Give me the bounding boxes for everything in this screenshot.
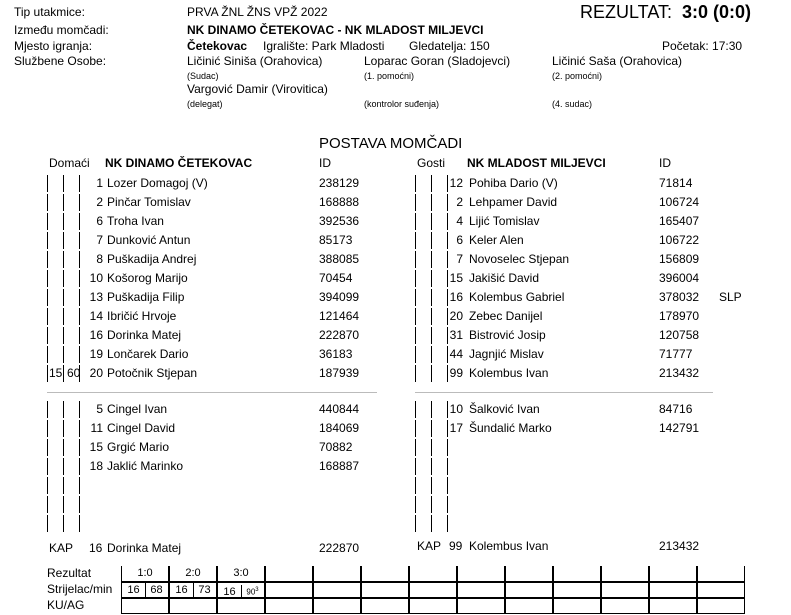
box-line bbox=[63, 270, 64, 287]
box-line bbox=[63, 251, 64, 268]
score-cell bbox=[601, 582, 649, 598]
player-name: Jakišić David bbox=[469, 271, 540, 285]
score-cell bbox=[505, 566, 553, 582]
box-line bbox=[63, 496, 64, 513]
away-captain-name: Kolembus Ivan bbox=[469, 539, 549, 553]
player-row bbox=[0, 400, 791, 419]
box-line bbox=[63, 232, 64, 249]
scorer-row-label: Strijelac/min bbox=[47, 582, 113, 596]
score-cell bbox=[361, 598, 409, 614]
box-line bbox=[47, 289, 48, 306]
player-number: 17 bbox=[449, 421, 463, 435]
score-cell bbox=[313, 582, 361, 598]
player-name: Troha Ivan bbox=[107, 214, 164, 228]
player-number: 7 bbox=[96, 233, 103, 247]
player-id: 84716 bbox=[659, 402, 693, 416]
player-name: Lijić Tomislav bbox=[469, 214, 540, 228]
score-cell bbox=[601, 566, 649, 582]
box-line bbox=[431, 365, 432, 382]
score-cell bbox=[169, 598, 217, 614]
score-cell bbox=[409, 598, 457, 614]
score-cell bbox=[505, 598, 553, 614]
divider bbox=[47, 392, 377, 393]
scorer-number: 16 bbox=[171, 583, 194, 597]
box-line bbox=[415, 327, 416, 344]
player-number: 6 bbox=[456, 233, 463, 247]
player-number: 1 bbox=[96, 176, 103, 190]
player-id: 213432 bbox=[659, 366, 700, 380]
player-name: Potočnik Stjepan bbox=[107, 366, 198, 380]
player-id: 71814 bbox=[659, 176, 693, 190]
score-cell bbox=[697, 582, 745, 598]
player-id: 184069 bbox=[319, 421, 360, 435]
box-line bbox=[415, 496, 416, 513]
box-line bbox=[447, 365, 448, 382]
score-cell bbox=[313, 566, 361, 582]
box-line bbox=[63, 439, 64, 456]
player-row bbox=[0, 212, 791, 231]
box-line bbox=[63, 420, 64, 437]
score-cell bbox=[265, 566, 313, 582]
box-line bbox=[447, 401, 448, 418]
score-cell bbox=[553, 598, 601, 614]
box-line bbox=[47, 420, 48, 437]
score-cell: 3:0 bbox=[217, 566, 265, 582]
official-name: Ličinić Siniša (Orahovica) bbox=[187, 54, 323, 68]
box-line bbox=[447, 458, 448, 475]
away-team-name: NK MLADOST MILJEVCI bbox=[467, 156, 606, 170]
player-number: 12 bbox=[449, 176, 463, 190]
official-name: Loparac Goran (Sladojevci) bbox=[364, 54, 511, 68]
player-name: Kolembus Ivan bbox=[469, 366, 549, 380]
box-line bbox=[431, 458, 432, 475]
box-line bbox=[79, 213, 80, 230]
score-cell bbox=[505, 582, 553, 598]
score-cell bbox=[697, 598, 745, 614]
player-number: 10 bbox=[449, 402, 463, 416]
box-line bbox=[447, 194, 448, 211]
player-id: 168888 bbox=[319, 195, 360, 209]
box-line bbox=[415, 289, 416, 306]
box-line bbox=[79, 232, 80, 249]
official-role: (1. pomoćni) bbox=[364, 71, 415, 81]
player-number: 16 bbox=[449, 290, 463, 304]
player-number: 13 bbox=[89, 290, 103, 304]
score-cell bbox=[121, 598, 169, 614]
scorer-number: 16 bbox=[219, 585, 242, 599]
box-line bbox=[47, 439, 48, 456]
player-number: 4 bbox=[456, 214, 463, 228]
box-line bbox=[431, 420, 432, 437]
score-cell bbox=[361, 582, 409, 598]
player-name: Grgić Mario bbox=[107, 440, 170, 454]
player-id: 440844 bbox=[319, 402, 360, 416]
score-cell bbox=[265, 598, 313, 614]
result-label: REZULTAT: bbox=[580, 2, 673, 22]
match-type-value: PRVA ŽNL ŽNS VPŽ 2022 bbox=[187, 5, 328, 19]
box-line bbox=[431, 232, 432, 249]
score-cell bbox=[409, 566, 457, 582]
player-id: 165407 bbox=[659, 214, 700, 228]
box-line bbox=[415, 232, 416, 249]
player-name: Puškadija Andrej bbox=[107, 252, 197, 266]
score-cell bbox=[649, 598, 697, 614]
box-line bbox=[431, 213, 432, 230]
player-number: 7 bbox=[456, 252, 463, 266]
score-cell bbox=[121, 582, 169, 598]
box-line bbox=[415, 477, 416, 494]
venue-label: Mjesto igranja: bbox=[14, 39, 93, 53]
box-line bbox=[447, 477, 448, 494]
box-line bbox=[63, 289, 64, 306]
score-cell bbox=[457, 582, 505, 598]
box-line bbox=[447, 515, 448, 532]
player-note: SLP bbox=[719, 290, 742, 304]
player-number: 19 bbox=[89, 347, 103, 361]
player-row bbox=[0, 345, 791, 364]
player-number: 31 bbox=[449, 328, 463, 342]
home-side-label: Domaći bbox=[49, 156, 90, 170]
box-line bbox=[63, 477, 64, 494]
score-cell bbox=[409, 582, 457, 598]
venue-value: Četekovac bbox=[187, 39, 248, 53]
away-id-header: ID bbox=[659, 156, 671, 170]
box-line bbox=[415, 439, 416, 456]
player-number: 18 bbox=[89, 459, 103, 473]
box-line bbox=[447, 232, 448, 249]
box-line bbox=[431, 401, 432, 418]
box-line bbox=[431, 477, 432, 494]
player-row bbox=[0, 419, 791, 438]
box-line bbox=[431, 515, 432, 532]
player-name: Pohiba Dario (V) bbox=[469, 176, 558, 190]
score-cell bbox=[457, 566, 505, 582]
score-cell bbox=[649, 566, 697, 582]
player-name: Lončarek Dario bbox=[107, 347, 189, 361]
player-number: 99 bbox=[449, 366, 463, 380]
player-number: 5 bbox=[96, 402, 103, 416]
box-line bbox=[47, 346, 48, 363]
box-line bbox=[447, 308, 448, 325]
box-line bbox=[63, 401, 64, 418]
box-line bbox=[431, 439, 432, 456]
box-line bbox=[47, 496, 48, 513]
box-line bbox=[47, 213, 48, 230]
sub-in-minute: 60 bbox=[67, 366, 81, 380]
player-id: 71777 bbox=[659, 347, 693, 361]
player-id: 222870 bbox=[319, 328, 360, 342]
player-id: 238129 bbox=[319, 176, 360, 190]
box-line bbox=[47, 401, 48, 418]
box-line bbox=[79, 515, 80, 532]
official-role: (kontrolor suđenja) bbox=[364, 99, 440, 109]
player-name: Jagnjić Mislav bbox=[469, 347, 544, 361]
score-cell bbox=[265, 582, 313, 598]
player-name: Košorog Marijo bbox=[107, 271, 188, 285]
official-name: Vargović Damir (Virovitica) bbox=[187, 82, 328, 96]
player-row bbox=[0, 193, 791, 212]
player-id: 388085 bbox=[319, 252, 360, 266]
player-row bbox=[0, 174, 791, 193]
player-name: Cingel Ivan bbox=[107, 402, 168, 416]
official-role: (2. pomoćni) bbox=[552, 71, 603, 81]
player-row bbox=[0, 307, 791, 326]
away-side-label: Gosti bbox=[417, 156, 446, 170]
player-row bbox=[0, 457, 400, 476]
player-name: Lozer Domagoj (V) bbox=[107, 176, 208, 190]
box-line bbox=[63, 346, 64, 363]
official-role: (4. sudac) bbox=[552, 99, 593, 109]
player-number: 6 bbox=[96, 214, 103, 228]
box-line bbox=[415, 308, 416, 325]
box-line bbox=[415, 251, 416, 268]
box-line bbox=[63, 365, 64, 382]
box-line bbox=[79, 420, 80, 437]
player-name: Novoselec Stjepan bbox=[469, 252, 570, 266]
player-name: Dorinka Matej bbox=[107, 328, 182, 342]
box-line bbox=[79, 308, 80, 325]
player-number: 20 bbox=[449, 309, 463, 323]
attendance: Gledatelja: 150 bbox=[409, 39, 490, 53]
box-line bbox=[63, 213, 64, 230]
player-name: Keler Alen bbox=[469, 233, 524, 247]
box-line bbox=[447, 327, 448, 344]
box-line bbox=[79, 365, 80, 382]
box-line bbox=[47, 270, 48, 287]
away-captain-number: 99 bbox=[449, 539, 463, 553]
box-line bbox=[415, 365, 416, 382]
box-line bbox=[447, 270, 448, 287]
player-row bbox=[0, 288, 791, 307]
player-name: Puškadija Filip bbox=[107, 290, 185, 304]
player-id: 394099 bbox=[319, 290, 360, 304]
box-line bbox=[431, 346, 432, 363]
officials-label: Službene Osobe: bbox=[14, 54, 107, 68]
box-line bbox=[431, 289, 432, 306]
player-number: 16 bbox=[89, 328, 103, 342]
player-id: 106724 bbox=[659, 195, 700, 209]
box-line bbox=[431, 194, 432, 211]
ground: Igralište: Park Mladosti bbox=[263, 39, 385, 53]
score-cell bbox=[217, 582, 265, 598]
box-line bbox=[447, 346, 448, 363]
player-number: 44 bbox=[449, 347, 463, 361]
player-id: 168887 bbox=[319, 459, 360, 473]
player-number: 10 bbox=[89, 271, 103, 285]
player-id: 70454 bbox=[319, 271, 353, 285]
box-line bbox=[79, 496, 80, 513]
away-captain-label: KAP bbox=[417, 539, 442, 553]
score-cell bbox=[313, 598, 361, 614]
box-line bbox=[79, 327, 80, 344]
scorer-minute: 68 bbox=[150, 584, 163, 596]
score-cell bbox=[217, 598, 265, 614]
box-line bbox=[47, 232, 48, 249]
player-row bbox=[0, 269, 791, 288]
score-cell bbox=[601, 598, 649, 614]
score-cell bbox=[361, 566, 409, 582]
box-line bbox=[47, 458, 48, 475]
player-id: 187939 bbox=[319, 366, 360, 380]
score-cell: 2:0 bbox=[169, 566, 217, 582]
score-cell bbox=[649, 582, 697, 598]
score-cell bbox=[457, 598, 505, 614]
box-line bbox=[47, 515, 48, 532]
box-line bbox=[415, 270, 416, 287]
home-captain-label: KAP bbox=[49, 541, 74, 555]
home-team-name: NK DINAMO ČETEKOVAC bbox=[105, 156, 253, 170]
box-line bbox=[447, 213, 448, 230]
box-line bbox=[431, 308, 432, 325]
box-line bbox=[63, 194, 64, 211]
box-line bbox=[47, 327, 48, 344]
home-id-header: ID bbox=[319, 156, 331, 170]
match-title: NK DINAMO ČETEKOVAC - NK MLADOST MILJEVCI bbox=[187, 23, 484, 37]
player-number: 11 bbox=[90, 421, 103, 435]
player-number: 15 bbox=[449, 271, 463, 285]
box-line bbox=[79, 477, 80, 494]
sub-out-minute: 15 bbox=[49, 366, 63, 380]
score-cell bbox=[169, 582, 217, 598]
box-line bbox=[431, 270, 432, 287]
box-line bbox=[79, 289, 80, 306]
player-number: 2 bbox=[456, 195, 463, 209]
official-role: (delegat) bbox=[187, 99, 223, 109]
home-captain-name: Dorinka Matej bbox=[107, 541, 182, 555]
box-line bbox=[47, 251, 48, 268]
home-captain-id: 222870 bbox=[319, 541, 360, 555]
cards-row-label: KU/AG bbox=[47, 598, 85, 612]
box-line bbox=[447, 289, 448, 306]
box-line bbox=[63, 308, 64, 325]
box-line bbox=[415, 213, 416, 230]
box-line bbox=[47, 175, 48, 192]
player-id: 378032 bbox=[659, 290, 700, 304]
box-line bbox=[79, 346, 80, 363]
player-row bbox=[0, 231, 791, 250]
player-name: Jaklić Marinko bbox=[107, 459, 184, 473]
player-row bbox=[0, 438, 400, 457]
player-name: Pinčar Tomislav bbox=[107, 195, 191, 209]
result-value: 3:0 (0:0) bbox=[682, 2, 752, 22]
box-line bbox=[79, 458, 80, 475]
official-role: (Sudac) bbox=[187, 71, 219, 81]
box-line bbox=[447, 496, 448, 513]
match-type-label: Tip utakmice: bbox=[14, 5, 85, 19]
teams-label: Između momčadi: bbox=[14, 23, 109, 37]
player-name: Bistrović Josip bbox=[469, 328, 546, 342]
player-name: Dunković Antun bbox=[107, 233, 191, 247]
box-line bbox=[447, 175, 448, 192]
box-line bbox=[79, 401, 80, 418]
box-line bbox=[63, 515, 64, 532]
scorer-minute: $90^3$ bbox=[246, 587, 259, 597]
box-line bbox=[415, 420, 416, 437]
player-id: 121464 bbox=[319, 309, 360, 323]
player-name: Kolembus Gabriel bbox=[469, 290, 565, 304]
home-captain-number: 16 bbox=[89, 541, 103, 555]
player-id: 106722 bbox=[659, 233, 700, 247]
player-id: 392536 bbox=[319, 214, 360, 228]
scorer-number: 16 bbox=[123, 583, 146, 597]
away-captain-id: 213432 bbox=[659, 539, 700, 553]
box-line bbox=[415, 458, 416, 475]
box-line bbox=[415, 515, 416, 532]
divider bbox=[415, 392, 713, 393]
box-line bbox=[63, 327, 64, 344]
player-name: Cingel David bbox=[107, 421, 176, 435]
player-id: 156809 bbox=[659, 252, 700, 266]
player-name: Šalković Ivan bbox=[469, 402, 540, 416]
box-line bbox=[47, 477, 48, 494]
player-id: 36183 bbox=[319, 347, 353, 361]
box-line bbox=[47, 308, 48, 325]
score-cell: 1:0 bbox=[121, 566, 169, 582]
box-line bbox=[415, 401, 416, 418]
score-cell bbox=[553, 566, 601, 582]
player-id: 70882 bbox=[319, 440, 353, 454]
box-line bbox=[431, 175, 432, 192]
player-number: 8 bbox=[96, 252, 103, 266]
score-row-label: Rezultat bbox=[47, 566, 92, 580]
box-line bbox=[447, 251, 448, 268]
player-number: 2 bbox=[96, 195, 103, 209]
player-name: Ibričić Hrvoje bbox=[107, 309, 177, 323]
box-line bbox=[79, 270, 80, 287]
box-line bbox=[79, 251, 80, 268]
box-line bbox=[47, 194, 48, 211]
player-name: Šundalić Marko bbox=[469, 421, 552, 435]
box-line bbox=[447, 420, 448, 437]
box-line bbox=[79, 439, 80, 456]
player-name: Zebec Danijel bbox=[469, 309, 543, 323]
player-id: 396004 bbox=[659, 271, 700, 285]
player-number: 14 bbox=[89, 309, 103, 323]
player-number: 15 bbox=[89, 440, 103, 454]
box-line bbox=[431, 327, 432, 344]
player-id: 120758 bbox=[659, 328, 700, 342]
player-number: 20 bbox=[89, 366, 103, 380]
box-line bbox=[431, 496, 432, 513]
box-line bbox=[79, 194, 80, 211]
box-line bbox=[63, 175, 64, 192]
box-line bbox=[447, 439, 448, 456]
box-line bbox=[415, 194, 416, 211]
player-id: 178970 bbox=[659, 309, 700, 323]
lineup-title: POSTAVA MOMČADI bbox=[319, 135, 463, 152]
player-name: Lehpamer David bbox=[469, 195, 558, 209]
score-cell bbox=[553, 582, 601, 598]
kickoff-time: Početak: 17:30 bbox=[662, 39, 743, 53]
player-row bbox=[0, 364, 791, 383]
player-id: 85173 bbox=[319, 233, 353, 247]
scorer-minute: 73 bbox=[198, 584, 211, 596]
box-line bbox=[415, 175, 416, 192]
box-line bbox=[63, 458, 64, 475]
box-line bbox=[79, 175, 80, 192]
player-row bbox=[0, 250, 791, 269]
box-line bbox=[47, 365, 48, 382]
score-cell bbox=[697, 566, 745, 582]
box-line bbox=[431, 251, 432, 268]
box-line bbox=[415, 346, 416, 363]
official-name: Ličinić Saša (Orahovica) bbox=[552, 54, 683, 68]
player-row bbox=[0, 326, 791, 345]
player-id: 142791 bbox=[659, 421, 700, 435]
